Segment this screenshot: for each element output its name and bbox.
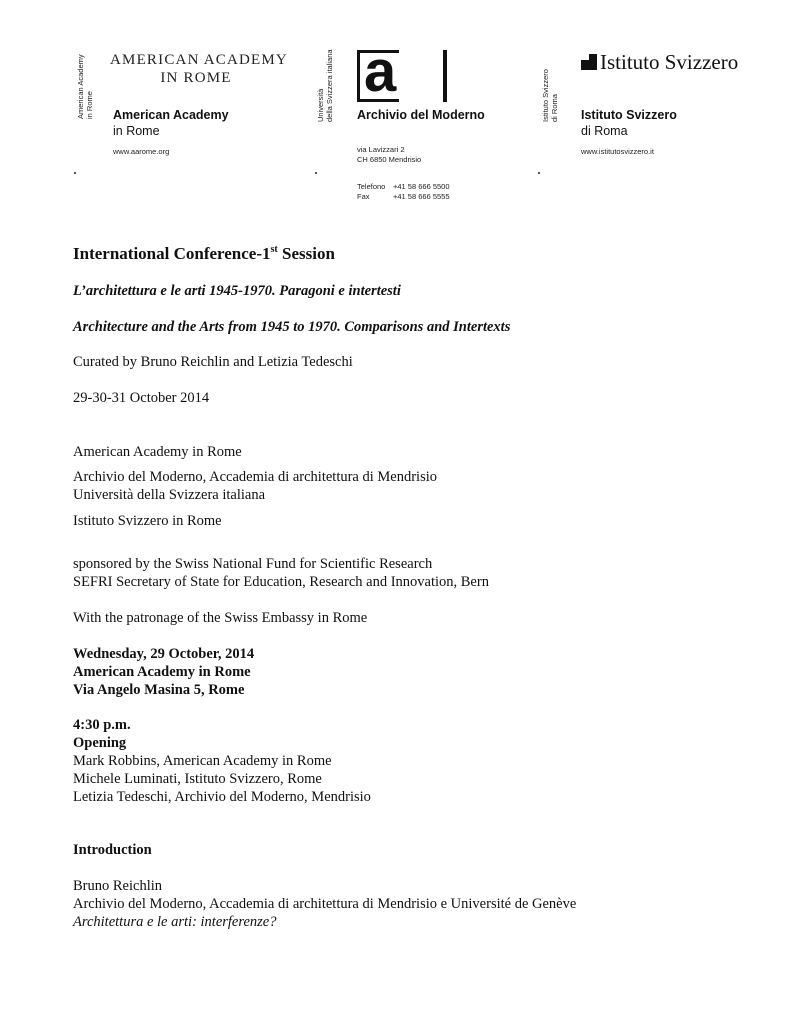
conference-title bbox=[73, 245, 335, 263]
svizzero-vertical-line2: di Roma bbox=[550, 94, 559, 122]
introduction-speaker: Bruno Reichlin bbox=[73, 878, 163, 894]
session-venue: American Academy in Rome bbox=[73, 664, 251, 680]
svizzero-vertical-label bbox=[541, 60, 559, 122]
patronage: With the patronage of the Swiss Embassy in Rome bbox=[73, 610, 368, 626]
host-archivio-line2: Università della Svizzera italiana bbox=[73, 487, 266, 503]
divider-dot bbox=[315, 172, 317, 174]
subtitle-italian: L’architettura e le arti 1945-1970. Paragoni e intertesti bbox=[73, 283, 401, 299]
usi-vertical-line2: della Svizzera italiana bbox=[325, 49, 334, 122]
archivio-logo-bar bbox=[443, 50, 447, 102]
session-time: 4:30 p.m. bbox=[73, 717, 131, 733]
archivio-phone-label: Telefono bbox=[357, 182, 386, 191]
host-archivio-line1: Archivio del Moderno, Accademia di architettura di Mendrisio bbox=[73, 469, 438, 485]
introduction-talk-title: Architettura e le arti: interferenze? bbox=[73, 914, 277, 930]
archivio-phone: +41 58 666 5500 bbox=[393, 182, 450, 191]
archivio-logo-glyph: a bbox=[364, 39, 397, 104]
aar-location: in Rome bbox=[113, 124, 160, 138]
title-end: Session bbox=[277, 244, 335, 263]
archivio-name: Archivio del Moderno bbox=[357, 108, 485, 122]
svizzero-location: di Roma bbox=[581, 124, 628, 138]
opening-heading: Opening bbox=[73, 735, 127, 751]
title-ordinal: st bbox=[270, 244, 278, 255]
svizzero-name: Istituto Svizzero bbox=[581, 108, 677, 122]
sponsor-sefri: SEFRI Secretary of State for Education, Research and Innovation, Bern bbox=[73, 574, 489, 590]
opening-speaker-2: Michele Luminati, Istituto Svizzero, Rome bbox=[73, 771, 322, 787]
usi-vertical-line1: Università bbox=[316, 88, 325, 122]
conference-dates: 29-30-31 October 2014 bbox=[73, 390, 210, 406]
aar-logo-line2: IN ROME bbox=[160, 70, 232, 86]
divider-dot bbox=[74, 172, 76, 174]
aar-name: American Academy bbox=[113, 108, 229, 122]
sponsor-snf: sponsored by the Swiss National Fund for Scientific Research bbox=[73, 556, 433, 572]
archivio-address2: CH 6850 Mendrisio bbox=[357, 155, 422, 164]
title-main: International Conference-1 bbox=[73, 244, 271, 263]
session-address: Via Angelo Masina 5, Rome bbox=[73, 682, 245, 698]
opening-speaker-3: Letizia Tedeschi, Archivio del Moderno, Mendrisio bbox=[73, 789, 371, 805]
introduction-affiliation: Archivio del Moderno, Accademia di architettura di Mendrisio e Université de Genève bbox=[73, 896, 577, 912]
svizzero-website: www.istitutosvizzero.it bbox=[581, 147, 654, 156]
host-istituto-svizzero: Istituto Svizzero in Rome bbox=[73, 513, 222, 529]
usi-vertical-label bbox=[316, 42, 334, 122]
svizzero-logo-text: Istituto Svizzero bbox=[600, 50, 739, 74]
introduction-heading: Introduction bbox=[73, 842, 152, 858]
archivio-logo bbox=[357, 39, 449, 104]
archivio-fax: +41 58 666 5555 bbox=[393, 192, 450, 201]
aar-logo bbox=[110, 52, 288, 87]
svizzero-logo-mark bbox=[581, 54, 597, 70]
opening-speaker-1: Mark Robbins, American Academy in Rome bbox=[73, 753, 332, 769]
session-date: Wednesday, 29 October, 2014 bbox=[73, 646, 255, 662]
aar-website: www.aarome.org bbox=[113, 147, 170, 156]
aar-vertical-line1: American Academy bbox=[76, 54, 85, 119]
subtitle-english: Architecture and the Arts from 1945 to 1970. Comparisons and Intertexts bbox=[73, 319, 511, 335]
aar-vertical-line2: in Rome bbox=[85, 91, 94, 119]
svizzero-vertical-line1: Istituto Svizzero bbox=[541, 69, 550, 122]
aar-logo-line1: AMERICAN ACADEMY bbox=[110, 52, 288, 68]
curators: Curated by Bruno Reichlin and Letizia Tedeschi bbox=[73, 354, 353, 370]
archivio-address1: via Lavizzari 2 bbox=[357, 145, 405, 154]
divider-dot bbox=[538, 172, 540, 174]
host-american-academy: American Academy in Rome bbox=[73, 444, 242, 460]
archivio-fax-label: Fax bbox=[357, 192, 370, 201]
aar-vertical-label bbox=[76, 47, 94, 119]
